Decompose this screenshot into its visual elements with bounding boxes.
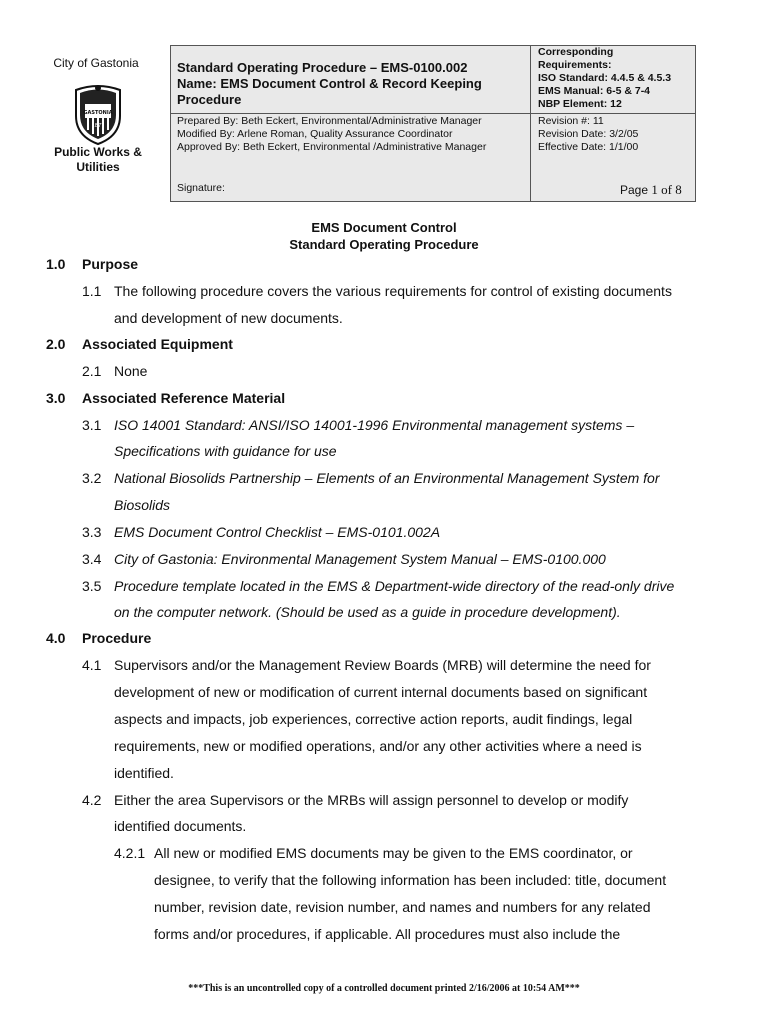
section-heading-equipment: Associated Equipment bbox=[82, 336, 233, 352]
svg-text:1877: 1877 bbox=[91, 123, 105, 129]
section-number: 2.0 bbox=[46, 336, 66, 352]
department-line-1: Public Works & bbox=[54, 145, 142, 159]
section-heading-procedure: Procedure bbox=[82, 630, 152, 646]
header-divider-horizontal bbox=[170, 113, 696, 114]
document-subtitle: Standard Operating Procedure bbox=[289, 237, 479, 252]
item-number: 4.1 bbox=[82, 657, 102, 673]
paragraph-line: identified. bbox=[114, 765, 174, 781]
requirements-line-3: ISO Standard: 4.4.5 & 4.5.3 bbox=[538, 72, 672, 84]
item-number: 4.2.1 bbox=[114, 845, 146, 861]
paragraph-line: identified documents. bbox=[114, 818, 247, 834]
reference-line: City of Gastonia: Environmental Management System Manual – EMS-0100.000 bbox=[114, 551, 606, 567]
reference-line: on the computer network. (Should be used as a guide in procedure development). bbox=[114, 604, 621, 620]
approved-by: Approved By: Beth Eckert, Environmental /Administrative Manager bbox=[177, 141, 487, 153]
department-line-2: Utilities bbox=[76, 160, 120, 174]
sop-title-line-2: Name: EMS Document Control & Record Keeping bbox=[177, 76, 482, 91]
page-label: Page bbox=[620, 183, 652, 197]
sop-title bbox=[177, 60, 527, 108]
item-number: 3.4 bbox=[82, 551, 102, 567]
paragraph-line: designee, to verify that the following information has been included: title, document bbox=[154, 872, 667, 888]
reference-line: National Biosolids Partnership – Elements of an Environmental Management System for bbox=[114, 470, 660, 486]
section-number: 1.0 bbox=[46, 256, 66, 272]
sop-title-line-1: Standard Operating Procedure – EMS-0100.002 bbox=[177, 60, 468, 75]
paragraph-line: forms and/or procedures, if applicable. All procedures must also include the bbox=[154, 926, 621, 942]
modified-by: Modified By: Arlene Roman, Quality Assurance Coordinator bbox=[177, 128, 453, 140]
paragraph-line: Supervisors and/or the Management Review Boards (MRB) will determine the need for bbox=[114, 657, 651, 673]
svg-text:GASTONIA: GASTONIA bbox=[83, 110, 113, 116]
document-title: EMS Document Control bbox=[311, 220, 457, 235]
effective-date: Effective Date: 1/1/00 bbox=[538, 141, 639, 153]
section-number: 3.0 bbox=[46, 390, 66, 406]
page-of: 1 of 8 bbox=[651, 182, 682, 197]
section-number: 4.0 bbox=[46, 630, 66, 646]
uncontrolled-copy-footer: ***This is an uncontrolled copy of a controlled document printed 2/16/2006 at 10:54 AM*** bbox=[188, 983, 580, 994]
requirements-line-4: EMS Manual: 6-5 & 7-4 bbox=[538, 85, 651, 97]
paragraph-line: None bbox=[114, 363, 148, 379]
city-seal-logo bbox=[68, 80, 128, 146]
item-number: 3.1 bbox=[82, 417, 102, 433]
section-heading-purpose: Purpose bbox=[82, 256, 139, 272]
paragraph-line: requirements, new or modified operations, and/or any other activities where a need is bbox=[114, 738, 642, 754]
paragraph-line: development of new or modification of current internal documents based on significant bbox=[114, 684, 648, 700]
requirements-line-1: Corresponding bbox=[538, 46, 614, 58]
paragraph-line: and development of new documents. bbox=[114, 310, 343, 326]
revision-number: Revision #: 11 bbox=[538, 115, 604, 127]
paragraph-line: Either the area Supervisors or the MRBs will assign personnel to develop or modify bbox=[114, 792, 629, 808]
section-heading-reference: Associated Reference Material bbox=[82, 390, 286, 406]
requirements-line-2: Requirements: bbox=[538, 59, 612, 71]
paragraph-line: The following procedure covers the various requirements for control of existing documents bbox=[114, 283, 672, 299]
item-number: 3.5 bbox=[82, 578, 102, 594]
reference-line: ISO 14001 Standard: ANSI/ISO 14001-1996 Environmental management systems – bbox=[114, 417, 635, 433]
paragraph-line: All new or modified EMS documents may be given to the EMS coordinator, or bbox=[154, 845, 633, 861]
requirements-line-5: NBP Element: 12 bbox=[538, 98, 622, 110]
item-number: 1.1 bbox=[82, 283, 102, 299]
revision-date: Revision Date: 3/2/05 bbox=[538, 128, 639, 140]
header-divider-vertical bbox=[530, 45, 531, 202]
page-number bbox=[620, 182, 682, 198]
city-name: City of Gastonia bbox=[53, 56, 139, 70]
reference-line: EMS Document Control Checklist – EMS-0101.002A bbox=[114, 524, 441, 540]
signature-label: Signature: bbox=[177, 182, 225, 194]
department-name bbox=[46, 145, 150, 175]
sop-title-line-3: Procedure bbox=[177, 92, 242, 107]
item-number: 4.2 bbox=[82, 792, 102, 808]
paragraph-line: aspects and impacts, job experiences, corrective action reports, audit findings, legal bbox=[114, 711, 633, 727]
reference-line: Specifications with guidance for use bbox=[114, 443, 337, 459]
authorship-block bbox=[177, 115, 527, 154]
prepared-by: Prepared By: Beth Eckert, Environmental/Administrative Manager bbox=[177, 115, 482, 127]
reference-line: Biosolids bbox=[114, 497, 171, 513]
revision-block bbox=[538, 115, 694, 154]
item-number: 3.3 bbox=[82, 524, 102, 540]
item-number: 2.1 bbox=[82, 363, 102, 379]
reference-line: Procedure template located in the EMS & Department-wide directory of the read-only drive bbox=[114, 578, 675, 594]
corresponding-requirements bbox=[538, 46, 694, 111]
item-number: 3.2 bbox=[82, 470, 102, 486]
paragraph-line: number, revision date, revision number, and names and numbers for any related bbox=[154, 899, 651, 915]
